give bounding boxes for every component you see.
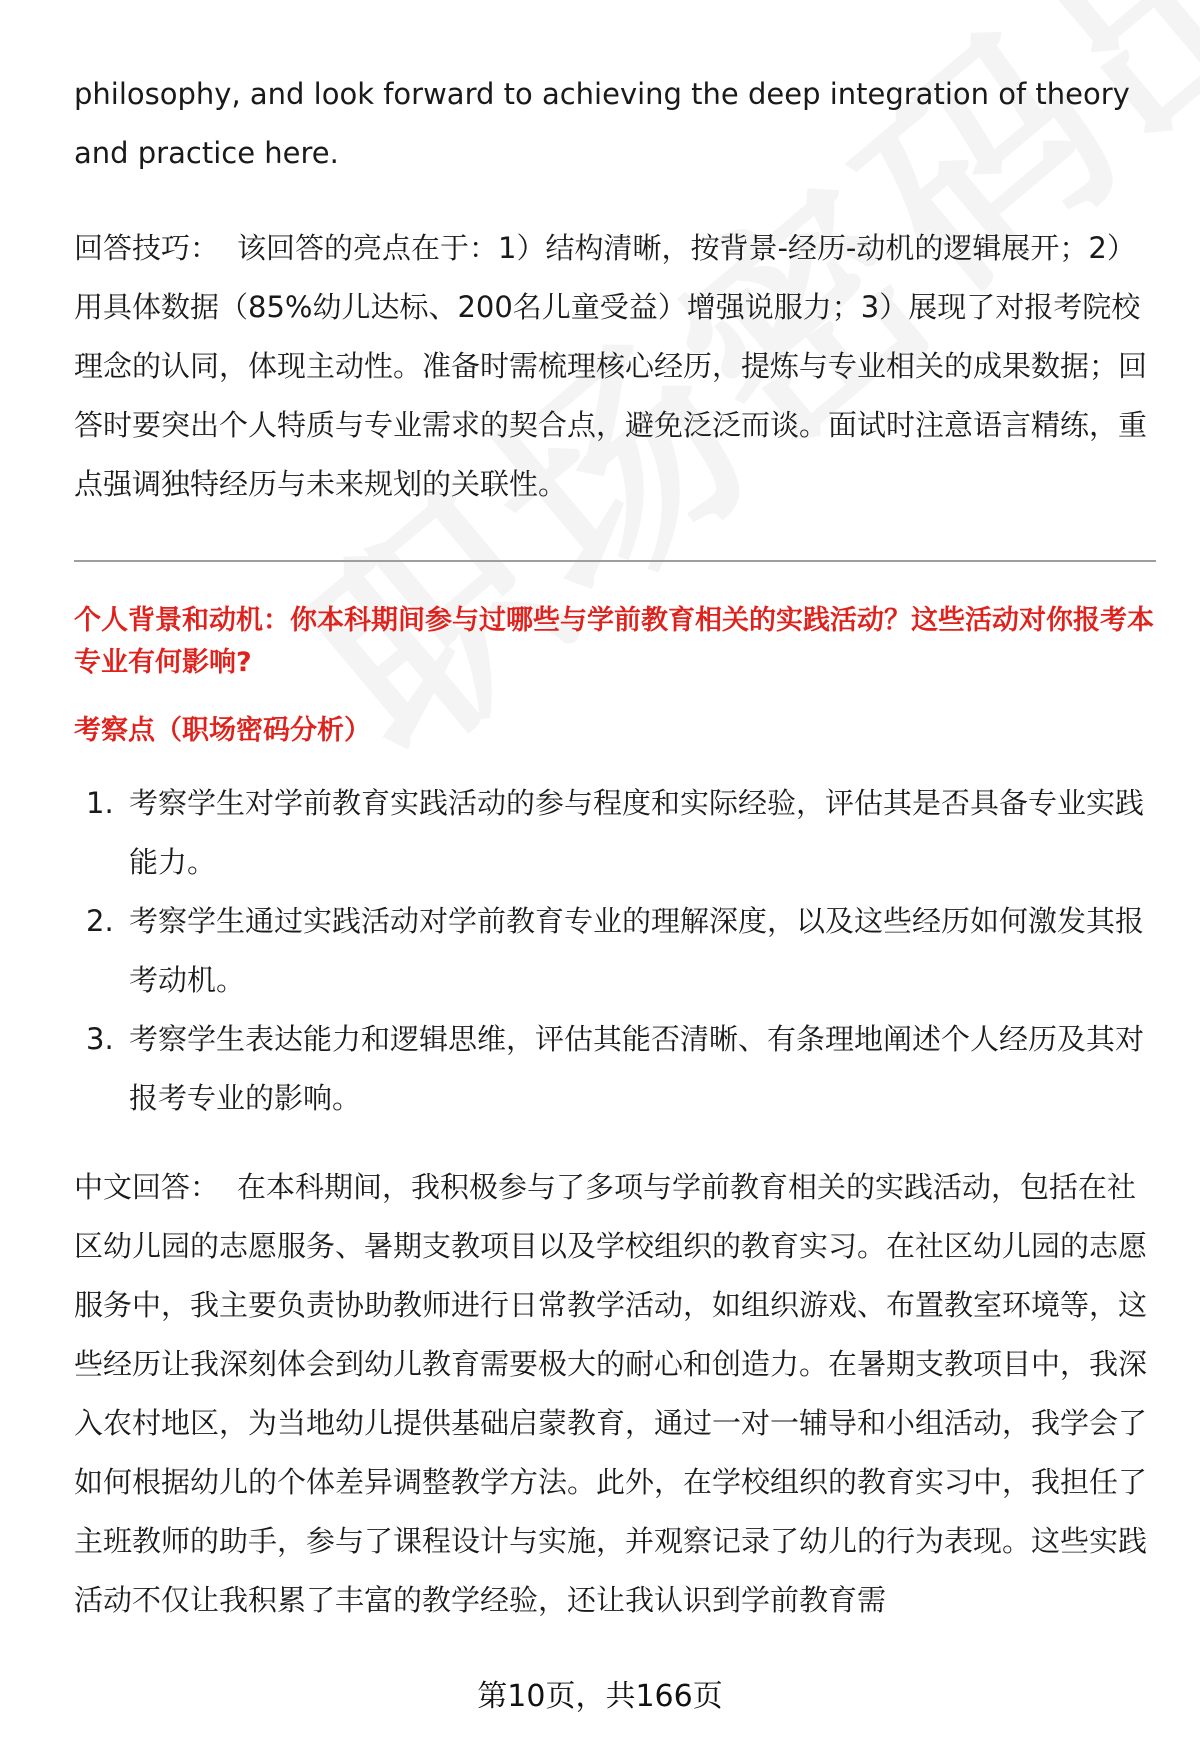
points-list xyxy=(74,774,1154,1128)
answer-tip-paragraph xyxy=(74,219,1154,514)
list-item xyxy=(74,1010,1154,1128)
answer-paragraph xyxy=(74,1158,1154,1630)
points-heading: 考察点（职场密码分析） xyxy=(74,715,371,746)
intro-paragraph: philosophy, and look forward to achieving the deep integration of theory and practice here. xyxy=(74,77,1130,170)
section-divider xyxy=(74,560,1156,562)
list-item xyxy=(74,892,1154,1010)
list-item-text: 考察学生对学前教育实践活动的参与程度和实际经验，评估其是否具备专业实践能力。 xyxy=(129,786,1145,879)
list-item xyxy=(74,774,1154,892)
page-footer: 第10页，共166页 xyxy=(477,1679,723,1714)
answer-tip-text: 该回答的亮点在于：1）结构清晰，按背景-经历-动机的逻辑展开；2）用具体数据（85%幼儿达标、200名儿童受益）增强说服力；3）展现了对报考院校理念的认同，体现主动性。准备时需梳理核心经历，提炼与专业相关的成果数据；回答时要突出个人特质与专业需求的契合点，避免泛泛而谈。面试时注意语言精练，重点强调独特经历与未来规划的关联性。 xyxy=(74,231,1148,501)
answer-tip-label: 回答技巧： xyxy=(74,231,220,265)
list-item-text: 考察学生通过实践活动对学前教育专业的理解深度，以及这些经历如何激发其报考动机。 xyxy=(129,904,1145,997)
question-title: 个人背景和动机：你本科期间参与过哪些与学前教育相关的实践活动？这些活动对你报考本专业有何影响? xyxy=(74,605,1154,678)
list-item-number: 3. xyxy=(86,1022,114,1056)
list-item-number: 1. xyxy=(86,786,114,820)
answer-text: 在本科期间，我积极参与了多项与学前教育相关的实践活动，包括在社区幼儿园的志愿服务、暑期支教项目以及学校组织的教育实习。在社区幼儿园的志愿服务中，我主要负责协助教师进行日常教学活动，如组织游戏、布置教室环境等，这些经历让我深刻体会到幼儿教育需要极大的耐心和创造力。在暑期支教项目中，我深入农村地区，为当地幼儿提供基础启蒙教育，通过一对一辅导和小组活动，我学会了如何根据幼儿的个体差异调整教学方法。此外，在学校组织的教育实习中，我担任了主班教师的助手，参与了课程设计与实施，并观察记录了幼儿的行为表现。这些实践活动不仅让我积累了丰富的教学经验，还让我认识到学前教育需 xyxy=(74,1170,1148,1617)
list-item-number: 2. xyxy=(86,904,114,938)
document-page xyxy=(74,60,1154,1630)
list-item-text: 考察学生表达能力和逻辑思维，评估其能否清晰、有条理地阐述个人经历及其对报考专业的影响。 xyxy=(129,1022,1145,1115)
answer-label: 中文回答： xyxy=(74,1170,220,1204)
